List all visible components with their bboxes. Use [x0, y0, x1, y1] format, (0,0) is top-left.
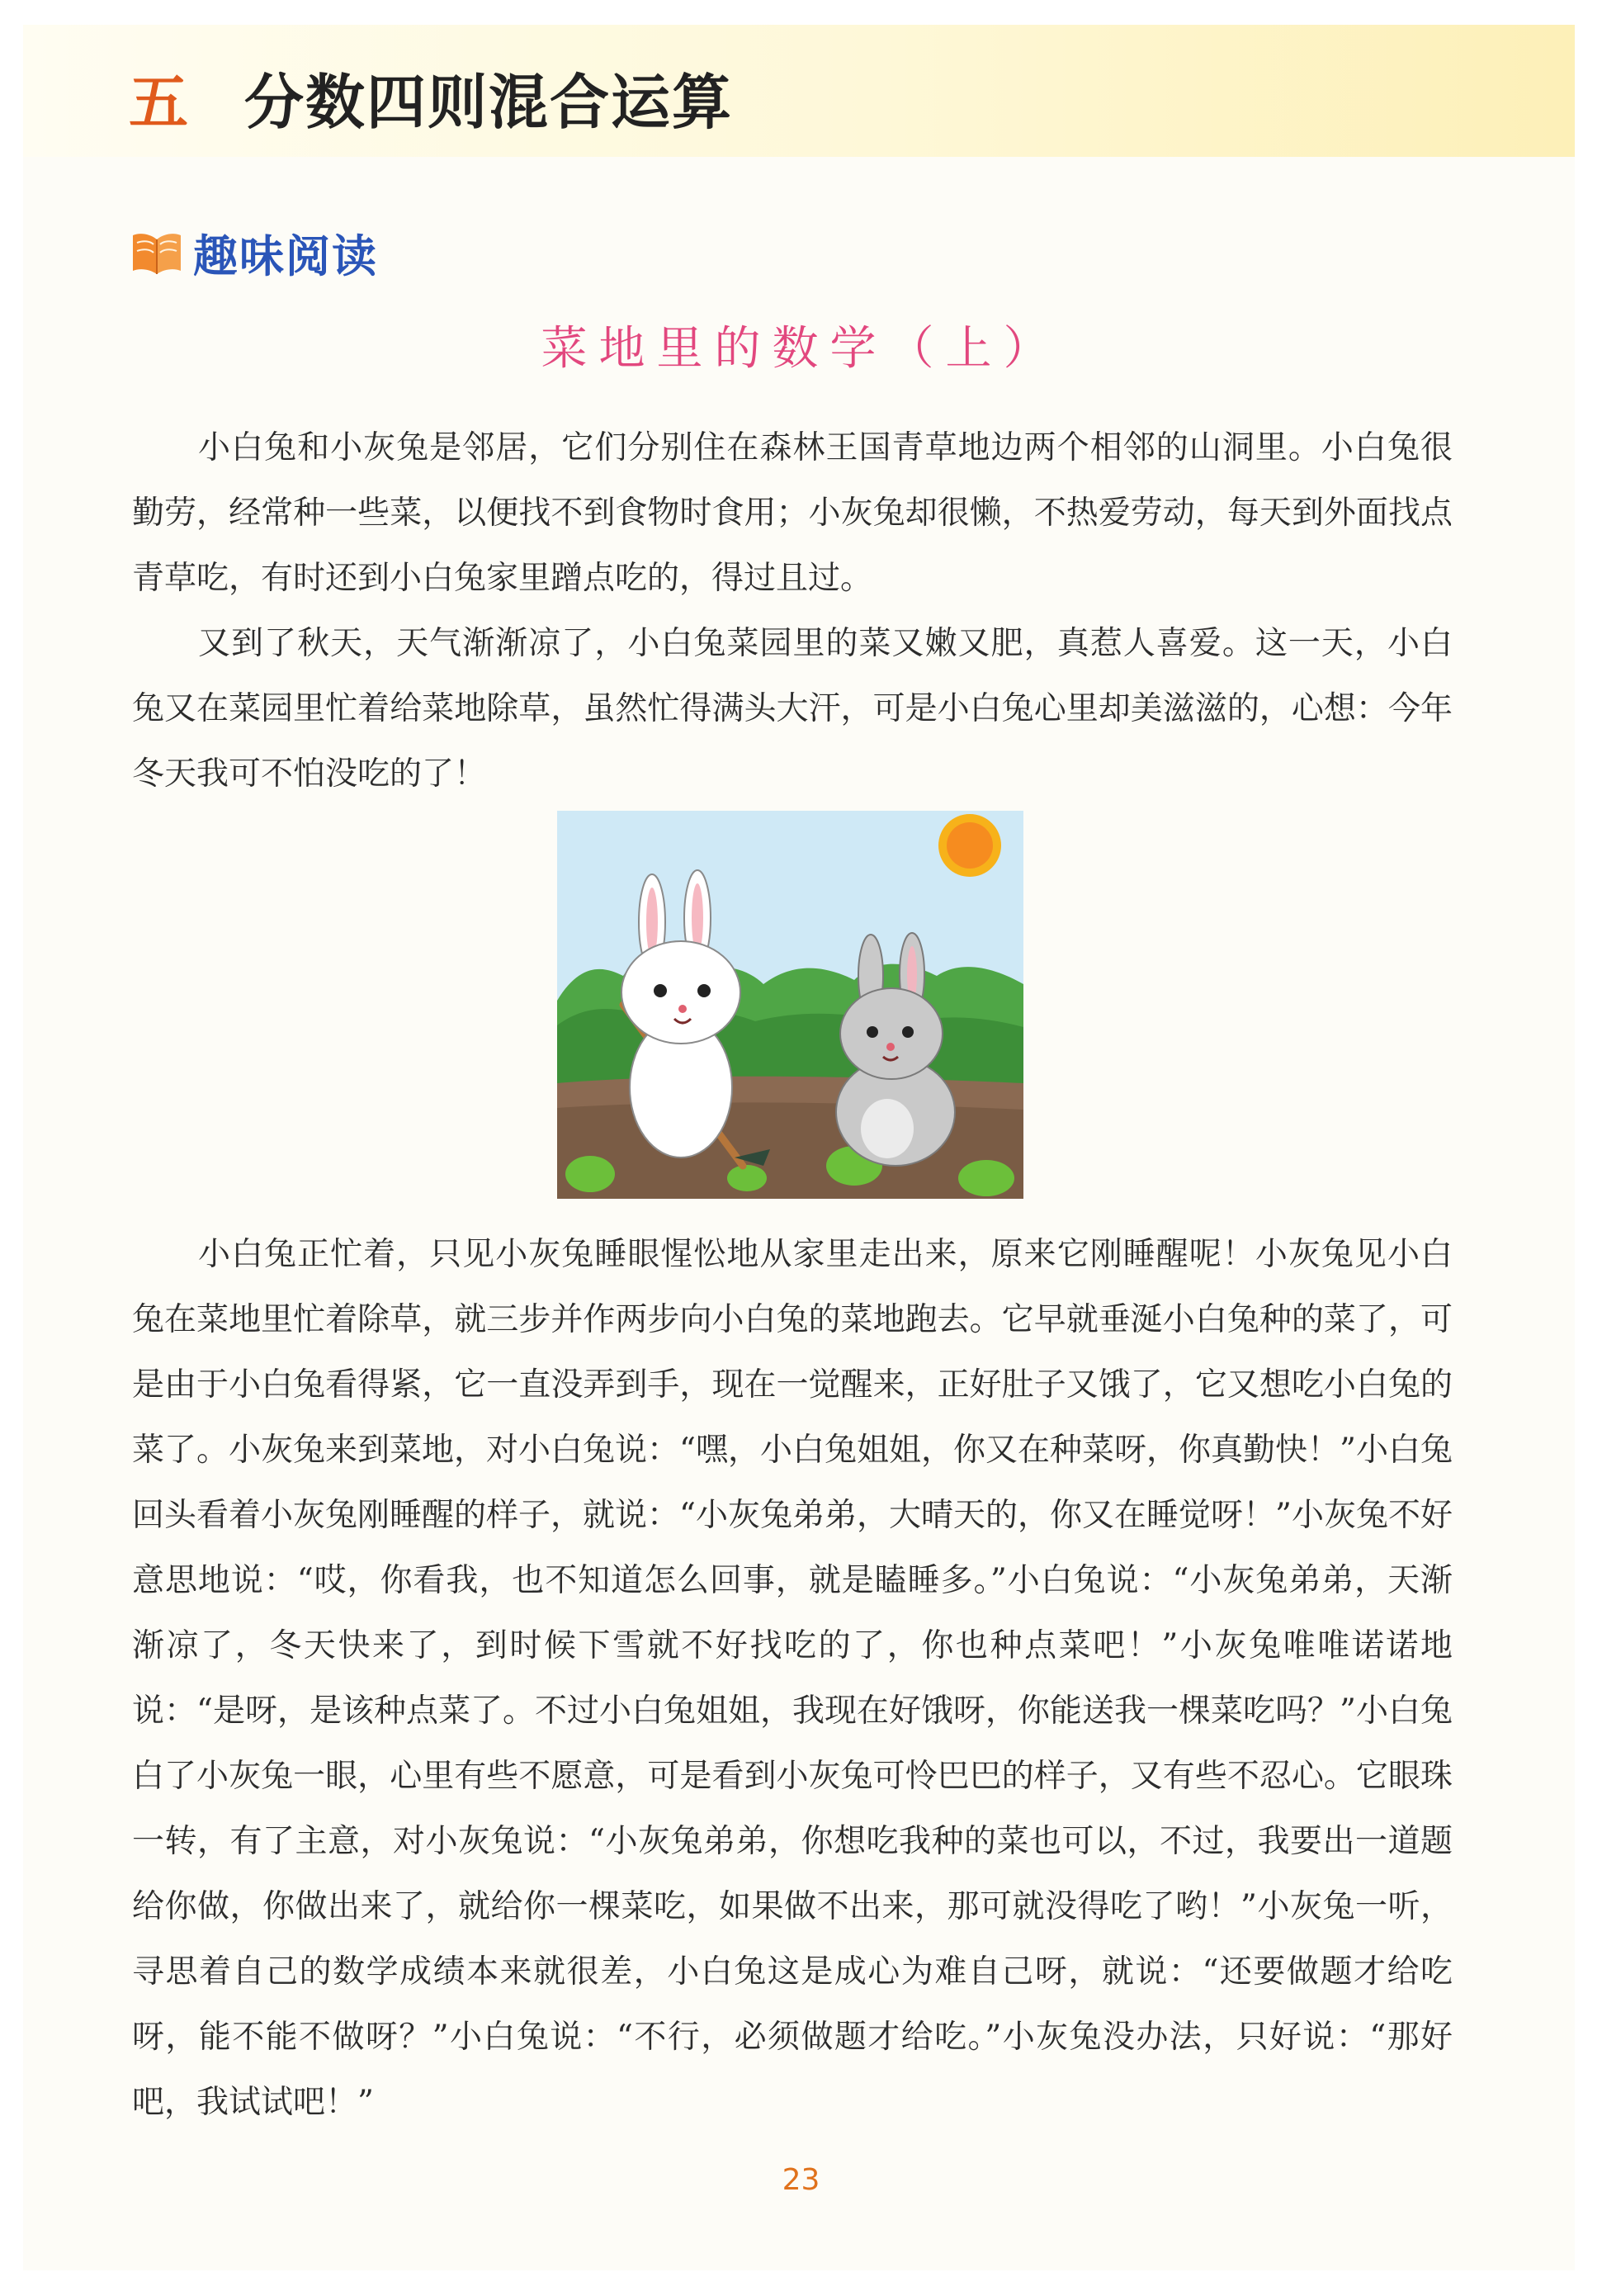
page-number: 23 [782, 2163, 820, 2197]
paragraph-1: 小白兔和小灰兔是邻居，它们分别住在森林王国青草地边两个相邻的山洞里。小白兔很勤劳，经常种一些菜，以便找不到食物时食用；小灰兔却很懒，不热爱劳动，每天到外面找点青草吃，有时还到小白兔家里蹭点吃的，得过且过。 [132, 429, 1453, 597]
book-icon [130, 228, 183, 277]
chapter-title: 分数四则混合运算 [244, 68, 734, 137]
paragraph-3: 小白兔正忙着，只见小灰兔睡眼惺忪地从家里走出来，原来它刚睡醒呢！小灰兔见小白兔在菜地里忙着除草，就三步并作两步向小白兔的菜地跑去。它早就垂涎小白兔种的菜了，可是由于小白兔看得紧，它一直没弄到手，现在一觉醒来，正好肚子又饿了，它又想吃小白兔的菜了。小灰兔来到菜地，对小白兔说：“嘿，小白兔姐姐，你又在种菜呀，你真勤快！”小白兔回头看着小灰兔刚睡醒的样子，就说：“小灰兔弟弟，大晴天的，你又在睡觉呀！”小灰兔不好意思地说：“哎，你看我，也不知道怎么回事，就是瞌睡多。”小白兔说：“小灰兔弟弟，天渐渐凉了，冬天快来了，到时候下雪就不好找吃的了，你也种点菜吧！”小灰兔唯唯诺诺地说：“是呀，是该种点菜了。不过小白兔姐姐，我现在好饿呀，你能送我一棵菜吃吗？”小白兔白了小灰兔一眼，心里有些不愿意，可是看到小灰兔可怜巴巴的样子，又有些不忍心。它眼珠一转，有了主意，对小灰兔说：“小灰兔弟弟，你想吃我种的菜也可以，不过，我要出一道题给你做，你做出来了，就给你一棵菜吃，如果做不出来，那可就没得吃了哟！”小灰兔一听，寻思着自己的数学成绩本来就很差，小白兔这是成心为难自己呀，就说：“还要做题才给吃呀，能不能不做呀？”小白兔说：“不行，必须做题才给吃。”小灰兔没办法，只好说：“那好吧，我试试吧！” [132, 1236, 1453, 2121]
rabbits-garden-illustration [557, 811, 1023, 1199]
paragraph-2: 又到了秋天，天气渐渐凉了，小白兔菜园里的菜又嫩又肥，真惹人喜爱。这一天，小白兔又在菜园里忙着给菜地除草，虽然忙得满头大汗，可是小白兔心里却美滋滋的，心想：今年冬天我可不怕没吃的了！ [132, 625, 1453, 793]
sun-icon [938, 814, 1001, 877]
section-heading [130, 223, 378, 282]
story-title: 菜地里的数学（上） [541, 322, 1061, 376]
chapter-number: 五 [129, 68, 189, 137]
section-label: 趣味阅读 [193, 230, 378, 282]
